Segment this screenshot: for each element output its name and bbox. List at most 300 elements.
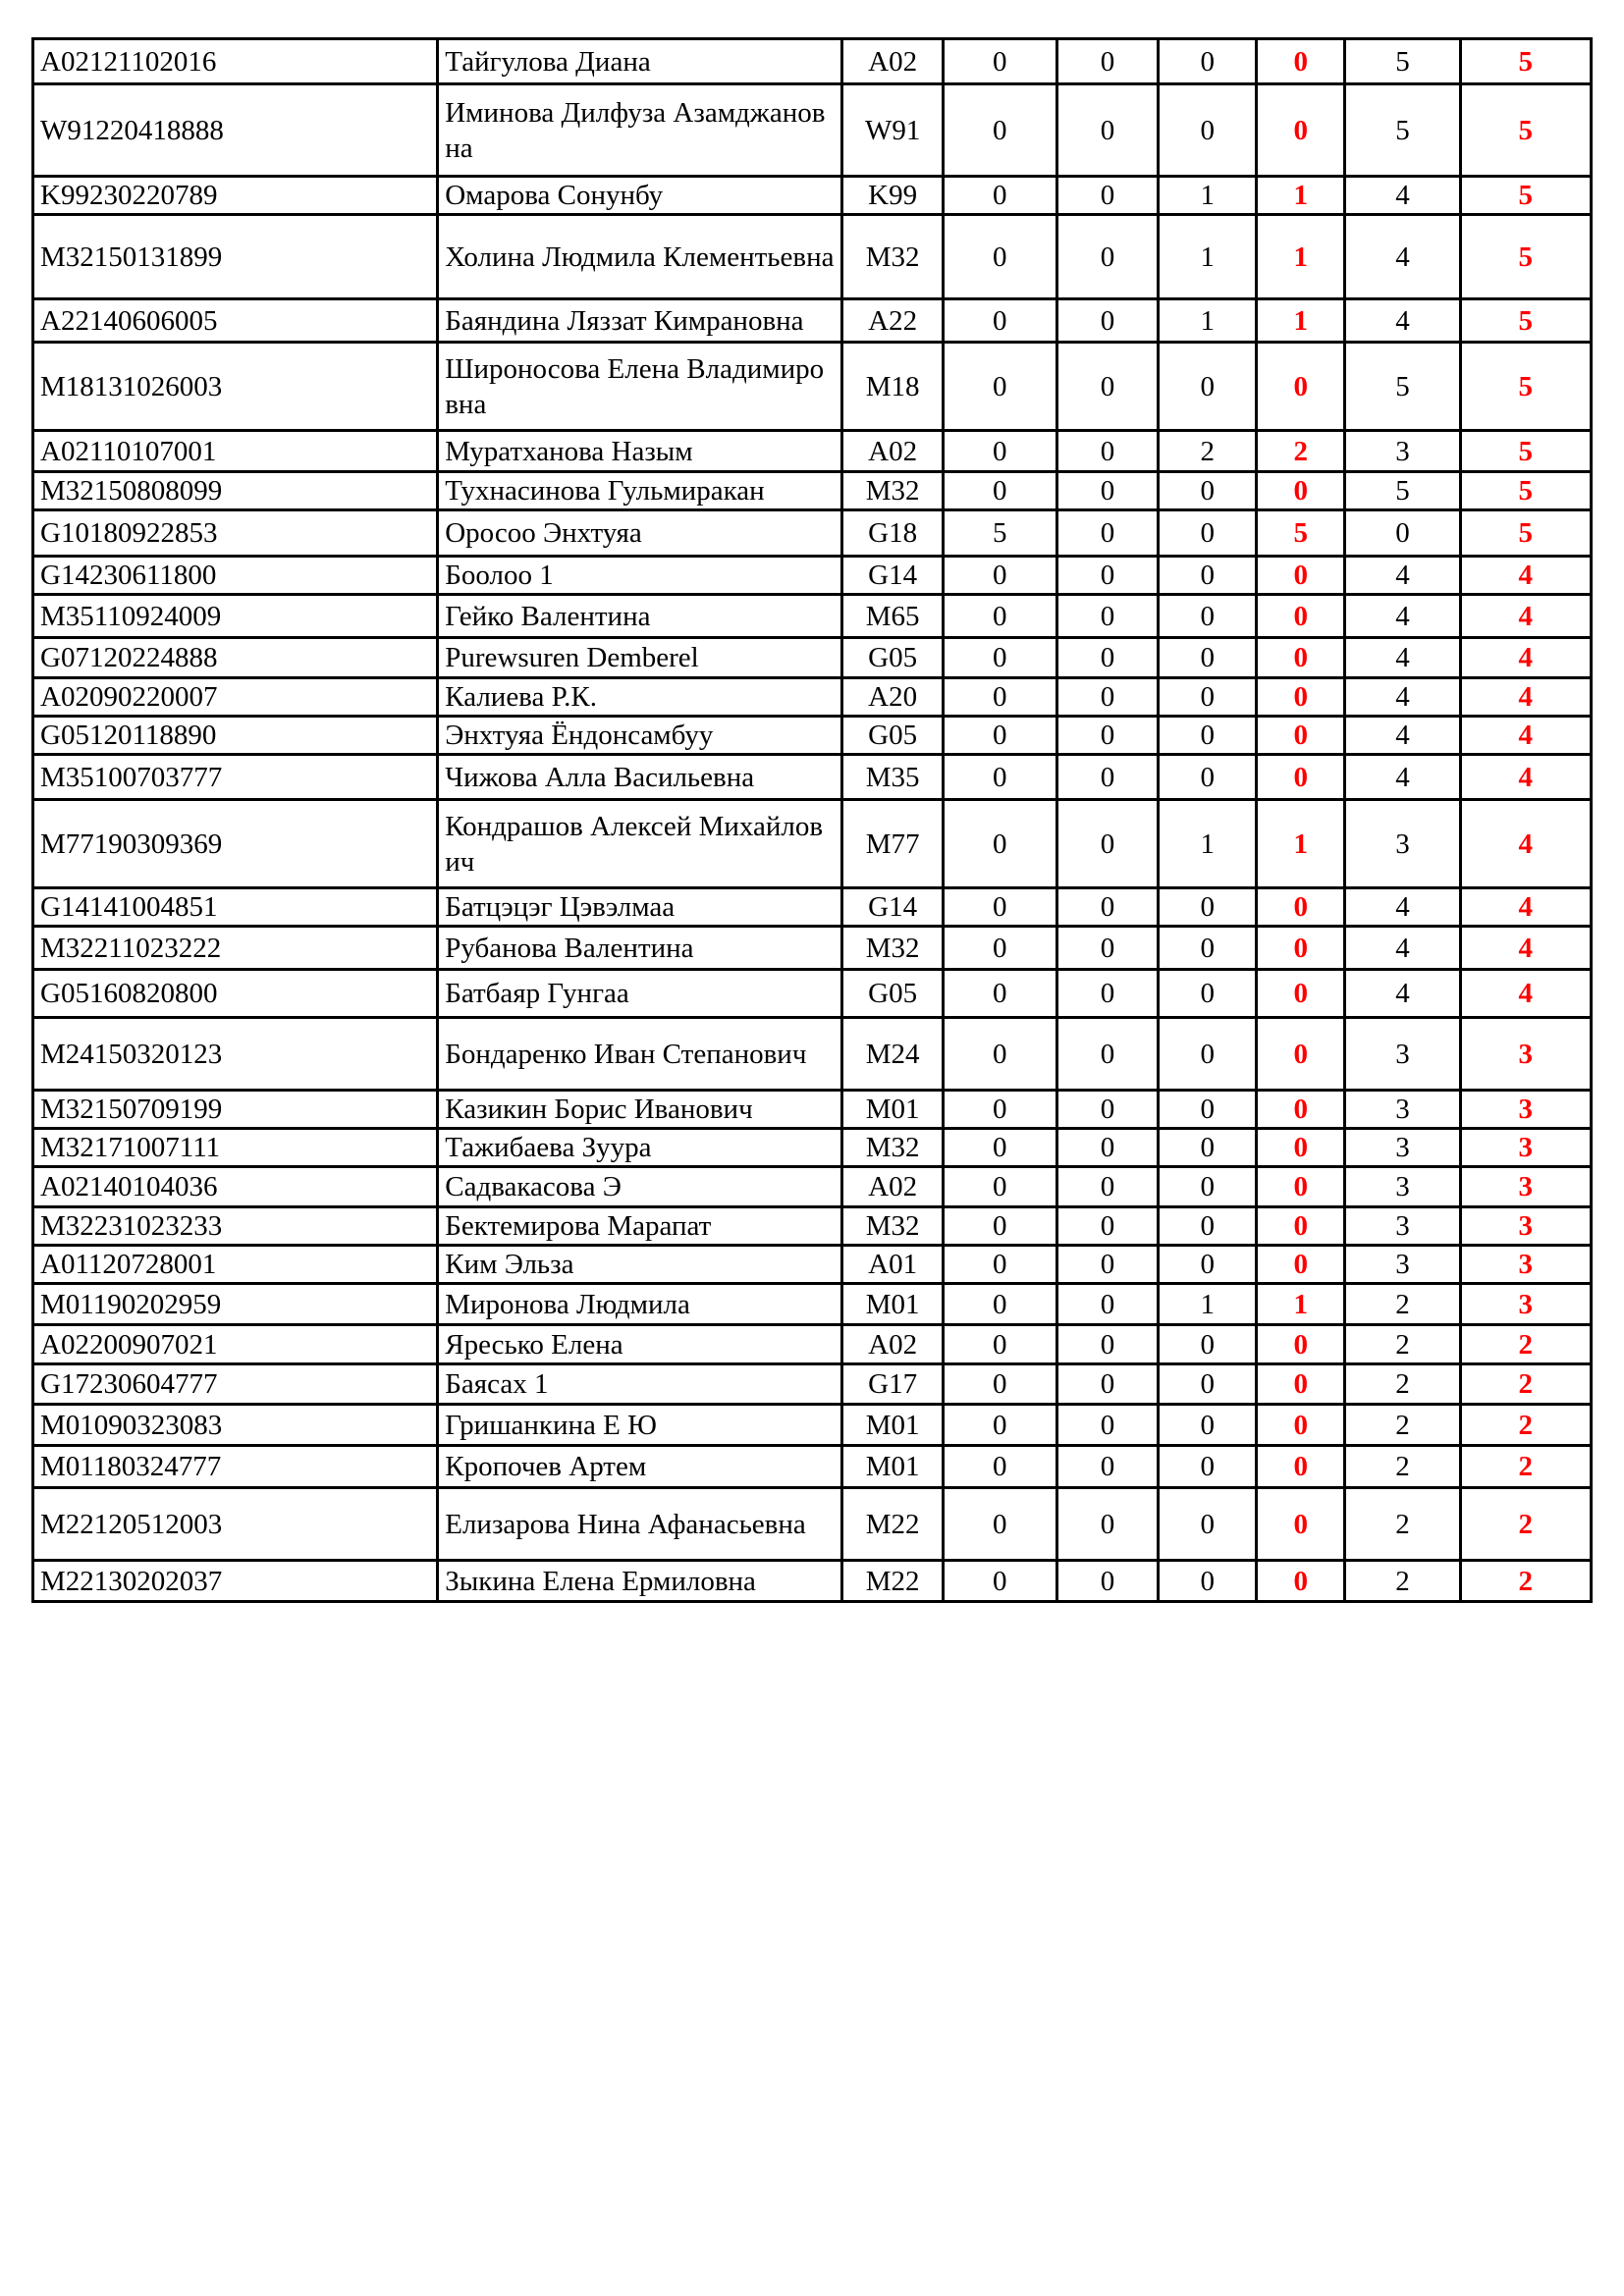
region-cell: G05 [842,717,943,755]
value-cell: 0 [1056,472,1159,510]
total-cell: 3 [1460,1207,1591,1246]
total-cell: 4 [1460,557,1591,595]
subtotal-cell: 1 [1257,177,1345,215]
table-row [33,1091,1592,1129]
subtotal-cell: 0 [1257,343,1345,431]
value-cell: 0 [1159,472,1257,510]
subtotal-cell: 0 [1257,84,1345,177]
region-cell: A02 [842,39,943,84]
total-cell: 2 [1460,1405,1591,1446]
subtotal-cell: 0 [1257,927,1345,970]
code-cell: G05160820800 [33,970,438,1018]
total-cell: 4 [1460,755,1591,800]
total-cell: 2 [1460,1446,1591,1488]
region-cell: A20 [842,678,943,717]
code-cell: M01090323083 [33,1405,438,1446]
code-cell: M77190309369 [33,800,438,888]
value-cell: 2 [1345,1405,1460,1446]
name-cell: Чижова Алла Васильевна [438,755,842,800]
value-cell: 0 [943,431,1056,472]
region-cell: M65 [842,595,943,638]
value-cell: 0 [943,1561,1056,1602]
code-cell: A02121102016 [33,39,438,84]
total-cell: 4 [1460,595,1591,638]
region-cell: M22 [842,1488,943,1561]
table-row [33,595,1592,638]
total-cell: 2 [1460,1488,1591,1561]
value-cell: 0 [1159,927,1257,970]
table-row [33,1561,1592,1602]
code-cell: G14230611800 [33,557,438,595]
name-cell: Гришанкина Е Ю [438,1405,842,1446]
value-cell: 3 [1345,1129,1460,1167]
value-cell: 0 [1159,1091,1257,1129]
value-cell: 0 [1056,84,1159,177]
value-cell: 4 [1345,678,1460,717]
value-cell: 0 [1159,1018,1257,1091]
value-cell: 0 [1056,678,1159,717]
value-cell: 1 [1159,299,1257,343]
subtotal-cell: 1 [1257,215,1345,299]
name-cell: Баяндина Ляззат Кимрановна [438,299,842,343]
value-cell: 0 [943,1446,1056,1488]
region-cell: M35 [842,755,943,800]
value-cell: 0 [1159,39,1257,84]
value-cell: 0 [1056,595,1159,638]
region-cell: A02 [842,1167,943,1207]
value-cell: 0 [943,888,1056,927]
value-cell: 0 [1159,1167,1257,1207]
subtotal-cell: 0 [1257,39,1345,84]
value-cell: 0 [1056,755,1159,800]
name-cell: Калиева Р.К. [438,678,842,717]
code-cell: A02110107001 [33,431,438,472]
value-cell: 0 [943,638,1056,678]
value-cell: 4 [1345,717,1460,755]
total-cell: 3 [1460,1129,1591,1167]
name-cell: Тухнасинова Гульмиракан [438,472,842,510]
value-cell: 0 [1159,1129,1257,1167]
code-cell: G05120118890 [33,717,438,755]
name-cell: Широносова Елена Владимировна [438,343,842,431]
name-cell: Яресько Елена [438,1325,842,1364]
code-cell: M32150808099 [33,472,438,510]
name-cell: Бондаренко Иван Степанович [438,1018,842,1091]
value-cell: 0 [1056,1561,1159,1602]
value-cell: 4 [1345,638,1460,678]
value-cell: 0 [943,970,1056,1018]
value-cell: 0 [1159,1325,1257,1364]
value-cell: 4 [1345,299,1460,343]
total-cell: 3 [1460,1246,1591,1284]
subtotal-cell: 0 [1257,1561,1345,1602]
name-cell: Баясах 1 [438,1364,842,1405]
subtotal-cell: 0 [1257,678,1345,717]
code-cell: M35110924009 [33,595,438,638]
region-cell: K99 [842,177,943,215]
value-cell: 0 [1056,927,1159,970]
region-cell: G14 [842,888,943,927]
value-cell: 0 [943,84,1056,177]
value-cell: 0 [1159,970,1257,1018]
name-cell: Оросоо Энхтуяа [438,510,842,557]
table-row [33,299,1592,343]
region-cell: G14 [842,557,943,595]
region-cell: M01 [842,1284,943,1325]
value-cell: 0 [943,215,1056,299]
region-cell: M32 [842,1129,943,1167]
value-cell: 0 [943,1091,1056,1129]
code-cell: A02140104036 [33,1167,438,1207]
total-cell: 2 [1460,1561,1591,1602]
results-table [31,37,1593,1603]
value-cell: 0 [943,472,1056,510]
value-cell: 0 [943,299,1056,343]
subtotal-cell: 0 [1257,1325,1345,1364]
value-cell: 5 [1345,39,1460,84]
table-row [33,215,1592,299]
value-cell: 0 [943,755,1056,800]
code-cell: M22130202037 [33,1561,438,1602]
value-cell: 1 [1159,1284,1257,1325]
region-cell: A02 [842,1325,943,1364]
table-row [33,1405,1592,1446]
subtotal-cell: 0 [1257,1018,1345,1091]
table-row [33,1167,1592,1207]
table-row [33,431,1592,472]
region-cell: G05 [842,970,943,1018]
value-cell: 0 [1159,557,1257,595]
region-cell: G05 [842,638,943,678]
table-row [33,1364,1592,1405]
value-cell: 5 [1345,343,1460,431]
subtotal-cell: 0 [1257,1207,1345,1246]
region-cell: A01 [842,1246,943,1284]
name-cell: Садвакасова Э [438,1167,842,1207]
value-cell: 0 [1159,717,1257,755]
value-cell: 0 [943,1284,1056,1325]
total-cell: 3 [1460,1167,1591,1207]
name-cell: Казикин Борис Иванович [438,1091,842,1129]
value-cell: 0 [1056,510,1159,557]
table-row [33,177,1592,215]
region-cell: M32 [842,927,943,970]
name-cell: Омарова Сонунбу [438,177,842,215]
value-cell: 0 [1056,1284,1159,1325]
value-cell: 0 [1159,755,1257,800]
value-cell: 0 [1056,1446,1159,1488]
subtotal-cell: 0 [1257,717,1345,755]
value-cell: 0 [1159,84,1257,177]
value-cell: 2 [1345,1561,1460,1602]
code-cell: K99230220789 [33,177,438,215]
code-cell: M22120512003 [33,1488,438,1561]
table-row [33,1446,1592,1488]
value-cell: 0 [1056,1207,1159,1246]
value-cell: 2 [1345,1364,1460,1405]
code-cell: M18131026003 [33,343,438,431]
code-cell: G10180922853 [33,510,438,557]
value-cell: 0 [943,1405,1056,1446]
name-cell: Кропочев Артем [438,1446,842,1488]
value-cell: 0 [1056,431,1159,472]
region-cell: M24 [842,1018,943,1091]
value-cell: 0 [943,678,1056,717]
value-cell: 0 [943,343,1056,431]
code-cell: M01180324777 [33,1446,438,1488]
value-cell: 0 [1056,1488,1159,1561]
total-cell: 4 [1460,638,1591,678]
total-cell: 5 [1460,84,1591,177]
value-cell: 0 [1056,177,1159,215]
table-row [33,1246,1592,1284]
region-cell: M01 [842,1405,943,1446]
value-cell: 0 [1159,1446,1257,1488]
table-row [33,1018,1592,1091]
total-cell: 5 [1460,510,1591,557]
region-cell: G17 [842,1364,943,1405]
region-cell: M77 [842,800,943,888]
value-cell: 5 [943,510,1056,557]
region-cell: M32 [842,1207,943,1246]
value-cell: 0 [943,1129,1056,1167]
name-cell: Иминова Дилфуза Азамджановна [438,84,842,177]
subtotal-cell: 0 [1257,1405,1345,1446]
value-cell: 0 [943,1207,1056,1246]
name-cell: Батцэцэг Цэвэлмаа [438,888,842,927]
region-cell: M32 [842,472,943,510]
value-cell: 0 [943,39,1056,84]
value-cell: 1 [1159,215,1257,299]
total-cell: 3 [1460,1018,1591,1091]
total-cell: 5 [1460,177,1591,215]
value-cell: 0 [1159,1364,1257,1405]
subtotal-cell: 5 [1257,510,1345,557]
region-cell: M01 [842,1446,943,1488]
name-cell: Муратханова Назым [438,431,842,472]
value-cell: 0 [1159,510,1257,557]
subtotal-cell: 0 [1257,1488,1345,1561]
code-cell: M24150320123 [33,1018,438,1091]
total-cell: 5 [1460,343,1591,431]
total-cell: 5 [1460,472,1591,510]
name-cell: Purewsuren Demberel [438,638,842,678]
name-cell: Холина Людмила Клементьевна [438,215,842,299]
value-cell: 0 [1159,678,1257,717]
value-cell: 4 [1345,888,1460,927]
value-cell: 0 [943,1167,1056,1207]
value-cell: 3 [1345,1207,1460,1246]
value-cell: 4 [1345,927,1460,970]
subtotal-cell: 0 [1257,472,1345,510]
table-row [33,557,1592,595]
value-cell: 0 [943,595,1056,638]
value-cell: 0 [1159,595,1257,638]
value-cell: 0 [1159,1561,1257,1602]
region-cell: M01 [842,1091,943,1129]
value-cell: 0 [943,1488,1056,1561]
value-cell: 0 [1159,888,1257,927]
value-cell: 2 [1345,1446,1460,1488]
name-cell: Тажибаева Зуура [438,1129,842,1167]
subtotal-cell: 0 [1257,595,1345,638]
subtotal-cell: 0 [1257,1364,1345,1405]
value-cell: 0 [1159,343,1257,431]
name-cell: Бектемирова Марапат [438,1207,842,1246]
code-cell: G17230604777 [33,1364,438,1405]
value-cell: 2 [1345,1325,1460,1364]
code-cell: M35100703777 [33,755,438,800]
subtotal-cell: 0 [1257,888,1345,927]
value-cell: 0 [1056,1018,1159,1091]
total-cell: 2 [1460,1364,1591,1405]
subtotal-cell: 0 [1257,1167,1345,1207]
total-cell: 2 [1460,1325,1591,1364]
table-row [33,1488,1592,1561]
value-cell: 0 [1056,299,1159,343]
total-cell: 4 [1460,970,1591,1018]
table-row [33,343,1592,431]
table-row [33,888,1592,927]
subtotal-cell: 0 [1257,1246,1345,1284]
subtotal-cell: 0 [1257,638,1345,678]
table-row [33,1129,1592,1167]
table-row [33,39,1592,84]
code-cell: M01190202959 [33,1284,438,1325]
value-cell: 2 [1345,1488,1460,1561]
code-cell: A02200907021 [33,1325,438,1364]
value-cell: 0 [943,1246,1056,1284]
total-cell: 4 [1460,888,1591,927]
value-cell: 0 [1056,800,1159,888]
region-cell: M32 [842,215,943,299]
code-cell: M32211023222 [33,927,438,970]
subtotal-cell: 2 [1257,431,1345,472]
region-cell: A22 [842,299,943,343]
code-cell: W91220418888 [33,84,438,177]
region-cell: M18 [842,343,943,431]
value-cell: 3 [1345,431,1460,472]
code-cell: A22140606005 [33,299,438,343]
value-cell: 4 [1345,557,1460,595]
value-cell: 2 [1345,1284,1460,1325]
total-cell: 4 [1460,927,1591,970]
value-cell: 4 [1345,595,1460,638]
value-cell: 3 [1345,1246,1460,1284]
value-cell: 0 [1345,510,1460,557]
value-cell: 5 [1345,472,1460,510]
code-cell: M32150709199 [33,1091,438,1129]
table-row [33,755,1592,800]
table-row [33,1284,1592,1325]
table-row [33,800,1592,888]
value-cell: 0 [943,927,1056,970]
name-cell: Тайгулова Диана [438,39,842,84]
value-cell: 1 [1159,800,1257,888]
code-cell: M32171007111 [33,1129,438,1167]
value-cell: 0 [1056,1091,1159,1129]
name-cell: Гейко Валентина [438,595,842,638]
code-cell: G07120224888 [33,638,438,678]
value-cell: 3 [1345,1091,1460,1129]
value-cell: 3 [1345,800,1460,888]
value-cell: 0 [1159,1207,1257,1246]
value-cell: 0 [1159,638,1257,678]
subtotal-cell: 0 [1257,1129,1345,1167]
subtotal-cell: 0 [1257,970,1345,1018]
value-cell: 4 [1345,970,1460,1018]
value-cell: 4 [1345,177,1460,215]
name-cell: Энхтуяа Ёндонсамбуу [438,717,842,755]
value-cell: 0 [943,177,1056,215]
value-cell: 5 [1345,84,1460,177]
value-cell: 0 [943,1364,1056,1405]
value-cell: 0 [1056,1364,1159,1405]
name-cell: Зыкина Елена Ермиловна [438,1561,842,1602]
total-cell: 3 [1460,1091,1591,1129]
code-cell: A01120728001 [33,1246,438,1284]
value-cell: 0 [1056,888,1159,927]
region-cell: A02 [842,431,943,472]
value-cell: 0 [943,557,1056,595]
value-cell: 0 [1056,717,1159,755]
region-cell: G18 [842,510,943,557]
name-cell: Миронова Людмила [438,1284,842,1325]
value-cell: 1 [1159,177,1257,215]
table-row [33,927,1592,970]
value-cell: 0 [943,717,1056,755]
subtotal-cell: 1 [1257,299,1345,343]
table-body [33,39,1592,1602]
value-cell: 0 [1056,1167,1159,1207]
table-row [33,84,1592,177]
table-row [33,510,1592,557]
total-cell: 5 [1460,215,1591,299]
table-row [33,638,1592,678]
total-cell: 4 [1460,678,1591,717]
code-cell: A02090220007 [33,678,438,717]
value-cell: 4 [1345,755,1460,800]
total-cell: 3 [1460,1284,1591,1325]
value-cell: 0 [1159,1246,1257,1284]
value-cell: 0 [1056,1246,1159,1284]
code-cell: M32150131899 [33,215,438,299]
name-cell: Батбаяр Гунгаа [438,970,842,1018]
subtotal-cell: 1 [1257,800,1345,888]
value-cell: 2 [1159,431,1257,472]
value-cell: 3 [1345,1018,1460,1091]
value-cell: 0 [943,800,1056,888]
total-cell: 5 [1460,299,1591,343]
table-row [33,1325,1592,1364]
value-cell: 0 [1056,970,1159,1018]
value-cell: 0 [1056,215,1159,299]
table-row [33,717,1592,755]
table-row [33,970,1592,1018]
total-cell: 4 [1460,717,1591,755]
table-row [33,678,1592,717]
value-cell: 0 [943,1018,1056,1091]
total-cell: 4 [1460,800,1591,888]
table-row [33,1207,1592,1246]
value-cell: 0 [1056,343,1159,431]
name-cell: Елизарова Нина Афанасьевна [438,1488,842,1561]
code-cell: M32231023233 [33,1207,438,1246]
subtotal-cell: 0 [1257,1446,1345,1488]
value-cell: 0 [1056,1325,1159,1364]
value-cell: 0 [1056,638,1159,678]
value-cell: 0 [1056,39,1159,84]
